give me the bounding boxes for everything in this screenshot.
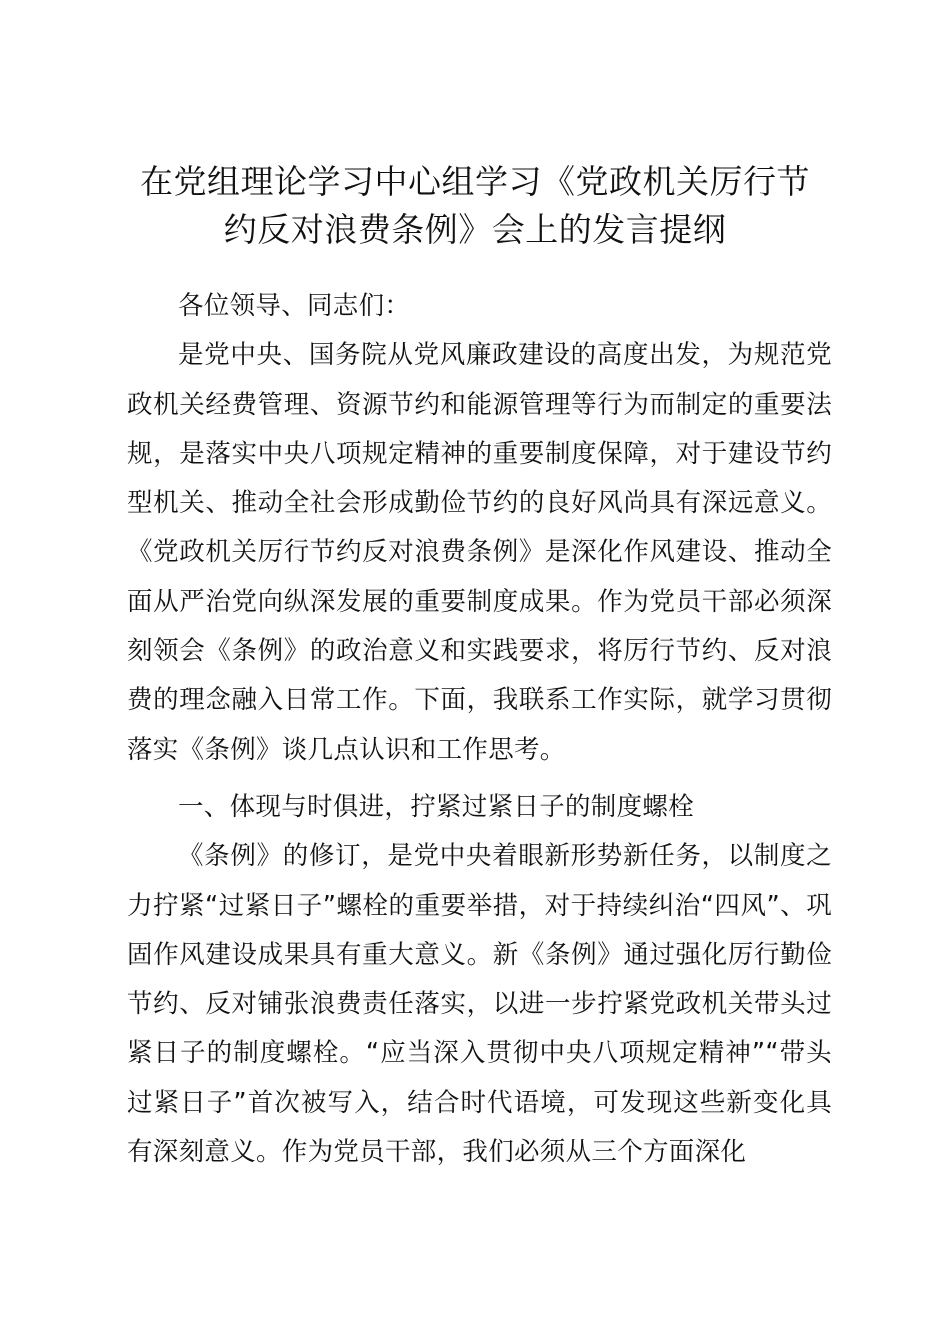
title-line-2: 约反对浪费条例》会上的发言提纲 (223, 210, 727, 249)
document-title (110, 158, 840, 254)
section-heading-1: 一、体现与时俱进，拧紧过紧日子的制度螺栓 (178, 791, 695, 822)
document-body (127, 282, 832, 1177)
salutation: 各位领导、同志们： (178, 291, 411, 321)
paragraph-intro: 是党中央、国务院从党风廉政建设的高度出发，为规范党政机关经费管理、资源节约和能源管理等行为而制定的重要法规，是落实中央八项规定精神的重要制度保障，对于建设节约型机关、推动全社会形成勤俭节约的良好风尚具有深远意义。《党政机关厉行节约反对浪费条例》是深化作风建设、推动全面从严治党向纵深发展的重要制度成果。作为党员干部必须深刻领会《条例》的政治意义和实践要求，将厉行节约、反对浪费的理念融入日常工作。下面，我联系工作实际，就学习贯彻落实《条例》谈几点认识和工作思考。 (127, 340, 832, 765)
paragraph-section-1: 《条例》的修订，是党中央着眼新形势新任务，以制度之力拧紧“过紧日子”螺栓的重要举措，对于持续纠治“四风”、巩固作风建设成果具有重大意义。新《条例》通过强化厉行勤俭节约、反对铺张浪费责任落实，以进一步拧紧党政机关带头过紧日子的制度螺栓。“应当深入贯彻中央八项规定精神”“带头过紧日子”首次被写入，结合时代语境，可发现这些新变化具有深刻意义。作为党员干部，我们必须从三个方面深化 (127, 841, 832, 1168)
title-line-1: 在党组理论学习中心组学习《党政机关厉行节 (140, 162, 810, 201)
